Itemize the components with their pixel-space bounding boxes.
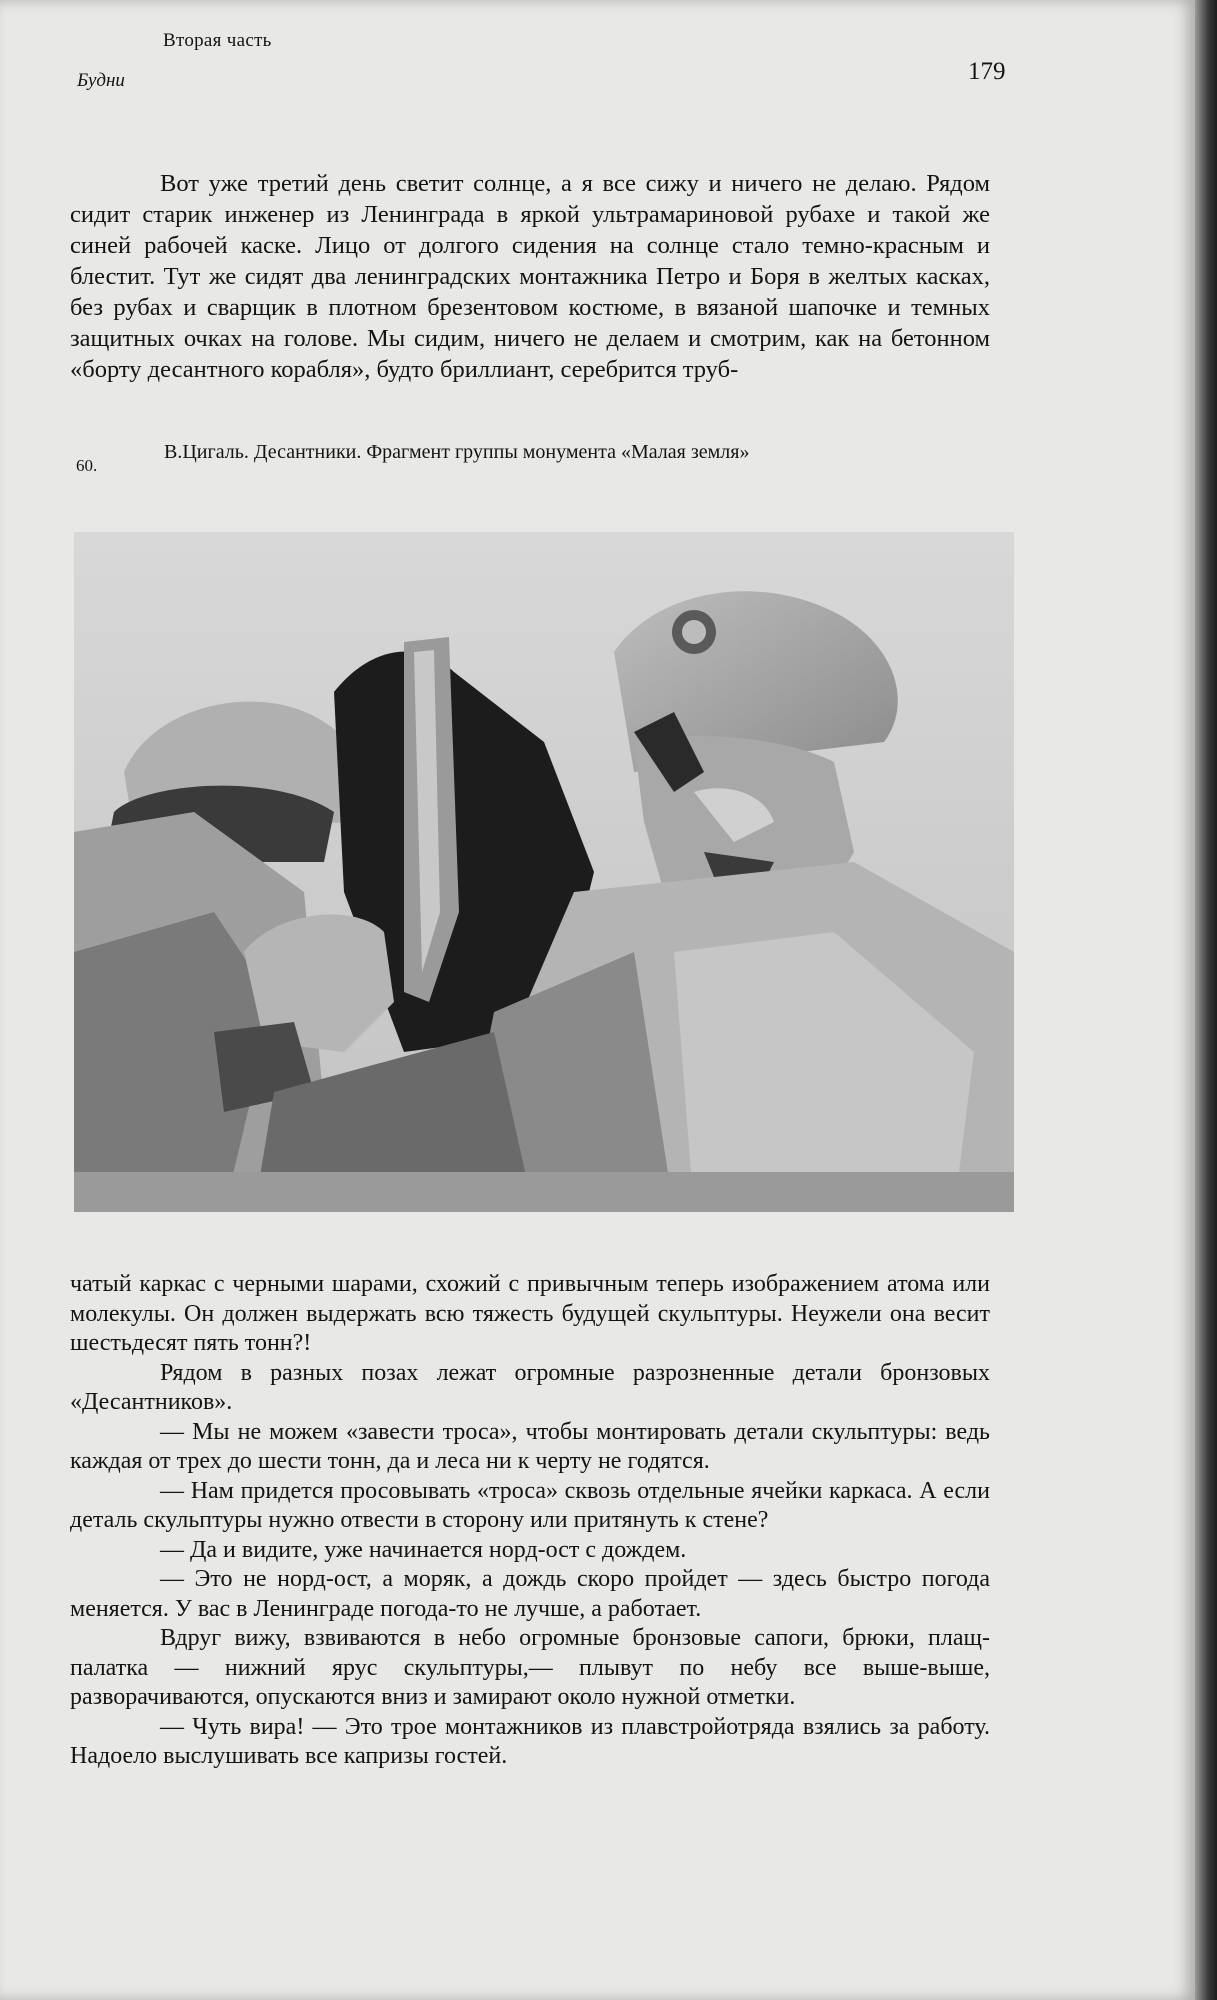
- paragraph: — Чуть вира! — Это трое монтажников из плавстройотряда взялись за работу. Надоело выслушивать все капризы гостей.: [70, 1713, 990, 1769]
- paragraph: Вот уже третий день светит солнце, а я все сижу и ничего не делаю. Рядом сидит старик инженер из Ленинграда в яркой ультрамариновой рубахе и такой же синей рабочей каске. Лицо от долгого сидения на солнце стало темно-красным и блестит. Тут же сидят два ленинградских монтажника Петро и Боря в желтых касках, без рубах и сварщик в плотном брезентовом костюме, в вязаной шапочке и темных защитных очках на голове. Мы сидим, ничего не делаем и смотрим, как на бетонном «борту десантного корабля», будто бриллиант, серебрится труб-: [70, 170, 990, 383]
- bottom-text-block: [70, 1270, 990, 1772]
- page-number: 179: [968, 58, 1006, 85]
- paragraph: — Нам придется просовывать «троса» сквозь отдельные ячейки каркаса. А если деталь скульптуры нужно отвести в сторону или притянуть к стене?: [70, 1477, 990, 1533]
- sculpture-photo-graphic: [74, 532, 1014, 1212]
- paragraph: — Мы не можем «завести троса», чтобы монтировать детали скульптуры: ведь каждая от трех до шести тонн, да и леса ни к черту не годятся.: [70, 1418, 990, 1474]
- figure-caption-text: В.Цигаль. Десантники. Фрагмент группы монумента «Малая земля»: [164, 441, 750, 463]
- paragraph-continuation: чатый каркас с черными шарами, схожий с привычным теперь изображением атома или молекулы. Он должен выдержать всю тяжесть будущей скульптуры. Неужели она весит шестьдесят пять тонн?!: [70, 1271, 990, 1356]
- paragraph: — Это не норд-ост, а моряк, а дождь скоро пройдет — здесь быстро погода меняется. У вас в Ленинграде погода-то не лучше, а работает.: [70, 1566, 990, 1622]
- running-head-section: Будни: [77, 70, 125, 91]
- paragraph: — Да и видите, уже начинается норд-ост с дождем.: [160, 1536, 687, 1563]
- page-edge: [1195, 0, 1217, 2000]
- paragraph: Вдруг вижу, взвиваются в небо огромные бронзовые сапоги, брюки, плащ-палатка — нижний ярус скульптуры,— плывут по небу все выше-выше, разворачиваются, опускаются вниз и замирают около нужной отметки.: [70, 1625, 990, 1710]
- paragraph: Рядом в разных позах лежат огромные разрозненные детали бронзовых «Десантников».: [70, 1359, 990, 1415]
- figure-number: 60.: [76, 456, 98, 475]
- running-head-part: Вторая часть: [163, 30, 272, 51]
- sculpture-photo: [74, 532, 1014, 1212]
- top-text-block: [70, 168, 990, 385]
